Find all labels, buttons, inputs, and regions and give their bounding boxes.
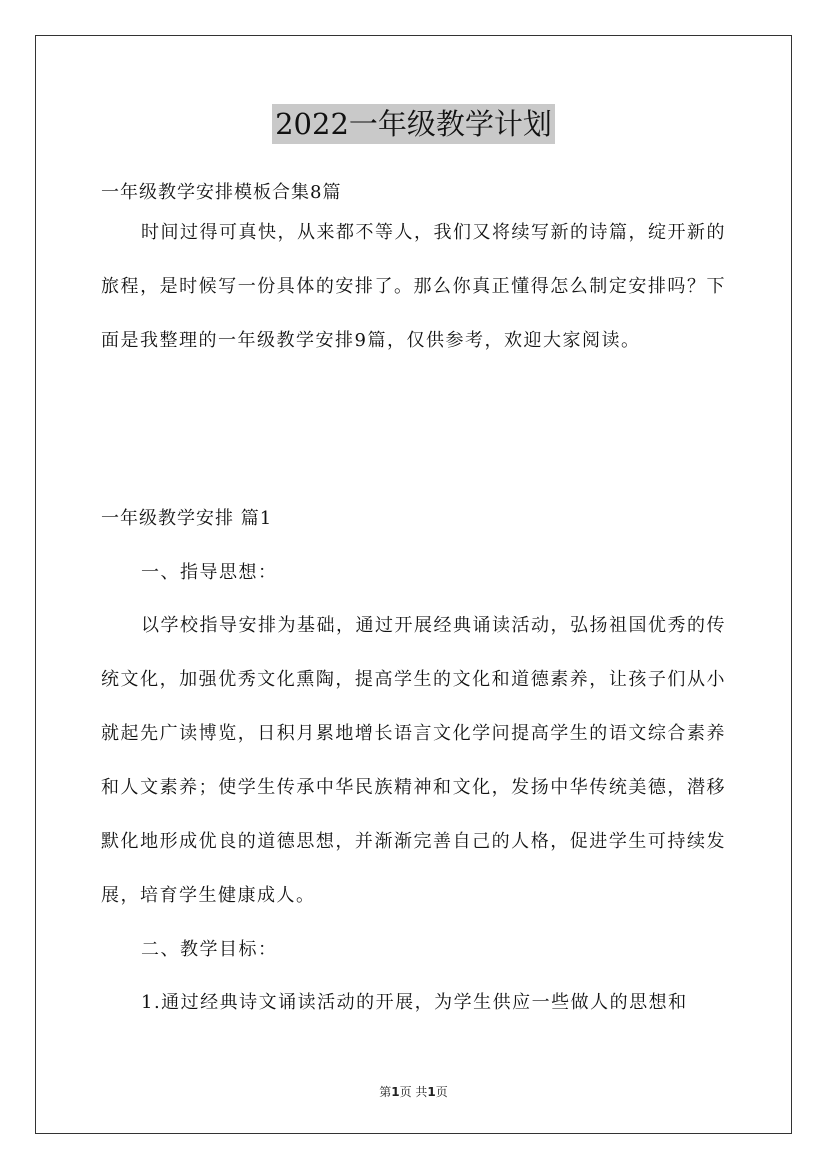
footer-suffix: 页 [435,1085,448,1099]
document-title [0,104,827,149]
intro-paragraph: 时间过得可真快，从来都不等人，我们又将续写新的诗篇，绽开新的旅程，是时候写一份具体的安排了。那么你真正懂得怎么制定安排吗？下面是我整理的一年级教学安排9篇，仅供参考，欢迎大家阅读。 [101,222,726,351]
footer-prefix: 第 [379,1085,392,1099]
document-title-text: 2022一年级教学计划 [272,104,555,144]
document-subtitle: 一年级教学安排模板合集8篇 [101,182,342,203]
guiding-heading: 一、指导思想： [141,562,278,583]
footer-page-total: 1 [427,1085,436,1099]
goal-item-1: 1.通过经典诗文诵读活动的开展，为学生供应一些做人的思想和 [141,992,688,1013]
goals-heading: 二、教学目标： [141,939,278,960]
section-heading: 一年级教学安排 篇1 [101,508,273,529]
footer-page-number: 1 [391,1085,400,1099]
footer-mid: 页 共 [399,1085,428,1099]
page-footer [0,1084,827,1100]
guiding-paragraph: 以学校指导安排为基础，通过开展经典诵读活动，弘扬祖国优秀的传统文化，加强优秀文化熏陶，提高学生的文化和道德素养，让孩子们从小就起先广读博览，日积月累地增长语言文化学问提高学生的语文综合素养和人文素养；使学生传承中华民族精神和文化，发扬中华传统美德，潜移默化地形成优良的道德思想，并渐渐完善自己的人格，促进学生可持续发展，培育学生健康成人。 [101,615,726,906]
